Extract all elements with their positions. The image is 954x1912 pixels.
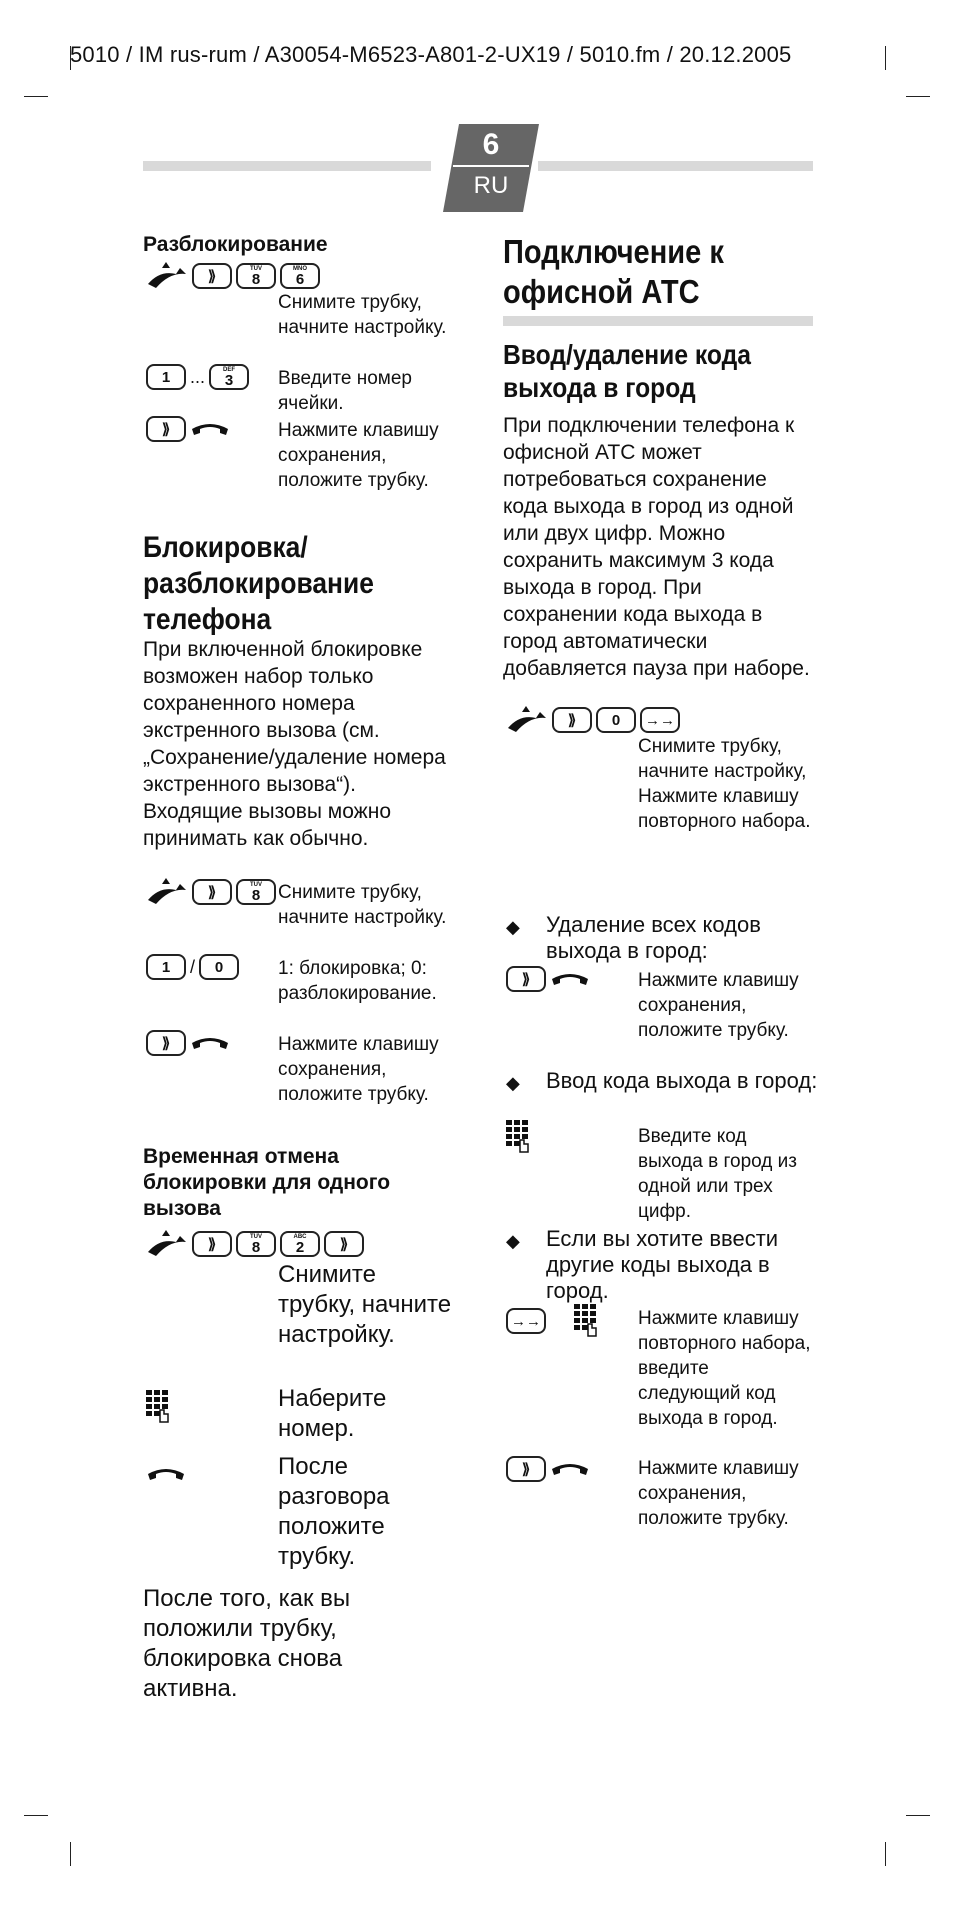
block-paragraph: При включенной блокировке возможен набор только сохраненного номера экстренного вызова (см. „Сохранение/удаление номера экстренного вызова“). Входящие вызовы можно принимать как обычно. xyxy=(143,638,446,850)
pbx-step1: Снимите трубку, начните настройку, Нажмите клавишу повторного набора. xyxy=(638,736,811,832)
pbx-step3: Введите код выхода в город из одной или трех цифр. xyxy=(638,1126,797,1222)
keypad-icon xyxy=(506,1120,532,1154)
unlock-step2: Введите номер ячейки. xyxy=(278,368,412,414)
block-step2: 1: блокировка; 0: разблокирование. xyxy=(278,958,437,1004)
pbx-subtitle xyxy=(503,338,751,404)
unlock-step1: Снимите трубку, начните настройку. xyxy=(278,292,447,338)
crop-mark xyxy=(906,96,930,97)
pbx-keys-row2 xyxy=(506,966,592,992)
handset-lift-icon xyxy=(146,1230,188,1258)
menu-key-icon: ⟫ xyxy=(146,416,186,442)
bullet-enter-text: Ввод кода выхода в город: xyxy=(546,1068,818,1093)
menu-key-icon: ⟫ xyxy=(146,1030,186,1056)
unlock-keys-row3 xyxy=(146,416,232,442)
crop-mark xyxy=(70,1842,71,1866)
handset-lift-icon xyxy=(146,262,188,290)
handset-lift-icon xyxy=(146,878,188,906)
block-title-line2: разблокирование xyxy=(143,567,374,600)
menu-key-icon: ⟫ xyxy=(192,1231,232,1257)
menu-key-icon: ⟫ xyxy=(192,879,232,905)
pbx-subtitle-line1: Ввод/удаление кода xyxy=(503,339,751,370)
menu-key-icon: ⟫ xyxy=(552,707,592,733)
temp-step1: Снимите трубку, начните настройку. xyxy=(278,1261,452,1348)
menu-key-icon: ⟫ xyxy=(324,1231,364,1257)
key-2: ABC 2 xyxy=(280,1231,320,1257)
redial-key-icon: →→ xyxy=(506,1308,546,1334)
crop-mark xyxy=(24,1815,48,1816)
temp-keys-row1 xyxy=(146,1230,364,1258)
block-keys-row1 xyxy=(146,878,276,906)
pbx-title xyxy=(503,232,724,312)
key-0: 0 xyxy=(596,707,636,733)
pbx-keys-row3 xyxy=(506,1304,600,1338)
page-tab xyxy=(443,124,539,212)
handset-hangup-icon xyxy=(190,1033,232,1053)
diamond-bullet-icon: ◆ xyxy=(506,1073,520,1093)
pbx-title-line1: Подключение к xyxy=(503,233,724,270)
unlock-keys-row2 xyxy=(146,364,249,390)
pbx-step4: Нажмите клавишу повторного набора, введите следующий код выхода в город. xyxy=(638,1308,811,1429)
key-6: MNO 6 xyxy=(280,263,320,289)
section-rule xyxy=(503,316,813,326)
range-ellipsis: ... xyxy=(190,366,206,387)
bullet-delete-text: Удаление всех кодов выхода в город: xyxy=(546,912,761,963)
handset-hangup-icon xyxy=(146,1464,188,1484)
keypad-icon xyxy=(574,1304,600,1338)
crop-mark xyxy=(24,96,48,97)
menu-key-icon: ⟫ xyxy=(506,1456,546,1482)
diamond-bullet-icon: ◆ xyxy=(506,1231,520,1251)
temp-title-line3: вызова xyxy=(143,1197,221,1220)
language-label: RU xyxy=(473,172,509,199)
temp-title-line1: Временная отмена xyxy=(143,1145,339,1168)
crop-mark xyxy=(885,1842,886,1866)
page-number: 6 xyxy=(482,128,500,161)
diamond-bullet-icon: ◆ xyxy=(506,917,520,937)
pbx-paragraph: При подключении телефона к офисной АТС может потребоваться сохранение кода выхода в город из одной или двух цифр. Можно сохранить максимум 3 кода выхода в город. При сохранении кода выхода в город автоматически добавляется пауза при наборе. xyxy=(503,414,810,680)
file-header: 5010 / IM rus-rum / A30054-M6523-A801-2-UX19 / 5010.fm / 20.12.2005 xyxy=(70,42,792,67)
handset-hangup-icon xyxy=(190,419,232,439)
block-title-line1: Блокировка/ xyxy=(143,531,308,564)
block-keys-row2 xyxy=(146,954,239,980)
crop-mark xyxy=(906,1815,930,1816)
slash: / xyxy=(190,956,196,977)
pbx-keys-row1 xyxy=(506,706,680,734)
key-3: DEF 3 xyxy=(209,364,249,390)
temp-title xyxy=(143,1144,463,1222)
crop-mark xyxy=(885,46,886,70)
pbx-keys-row4 xyxy=(506,1456,592,1482)
key-8: TUV 8 xyxy=(236,1231,276,1257)
bullet-more-text: Если вы хотите ввести другие коды выхода в город. xyxy=(546,1226,779,1303)
handset-hangup-icon xyxy=(550,969,592,989)
block-keys-row3 xyxy=(146,1030,232,1056)
unlock-step3: Нажмите клавишу сохранения, положите трубку. xyxy=(278,420,439,491)
redial-key-icon: →→ xyxy=(640,707,680,733)
unlock-keys-row1 xyxy=(146,262,320,290)
handset-hangup-icon xyxy=(550,1459,592,1479)
temp-step2: Наберите номер. xyxy=(278,1385,387,1442)
handset-lift-icon xyxy=(506,706,548,734)
menu-key-icon: ⟫ xyxy=(192,263,232,289)
keypad-icon xyxy=(146,1390,172,1424)
unlock-title: Разблокирование xyxy=(143,233,328,256)
key-8: TUV 8 xyxy=(236,263,276,289)
temp-step3: После разговора положите трубку. xyxy=(278,1453,390,1570)
pbx-step5: Нажмите клавишу сохранения, положите трубку. xyxy=(638,1458,799,1529)
header-rule-right xyxy=(538,161,813,171)
block-step1: Снимите трубку, начните настройку. xyxy=(278,882,447,928)
pbx-step2: Нажмите клавишу сохранения, положите трубку. xyxy=(638,970,799,1041)
key-1: 1 xyxy=(146,954,186,980)
header-rule-left xyxy=(143,161,431,171)
block-title-line3: телефона xyxy=(143,603,272,636)
pbx-subtitle-line2: выхода в город xyxy=(503,372,696,403)
key-8: TUV 8 xyxy=(236,879,276,905)
key-0: 0 xyxy=(199,954,239,980)
pbx-title-line2: офисной АТС xyxy=(503,273,700,310)
block-step3: Нажмите клавишу сохранения, положите трубку. xyxy=(278,1034,439,1105)
key-1: 1 xyxy=(146,364,186,390)
temp-title-line2: блокировки для одного xyxy=(143,1171,391,1194)
block-title xyxy=(143,530,374,638)
temp-paragraph: После того, как вы положили трубку, блокировка снова активна. xyxy=(143,1585,351,1702)
menu-key-icon: ⟫ xyxy=(506,966,546,992)
